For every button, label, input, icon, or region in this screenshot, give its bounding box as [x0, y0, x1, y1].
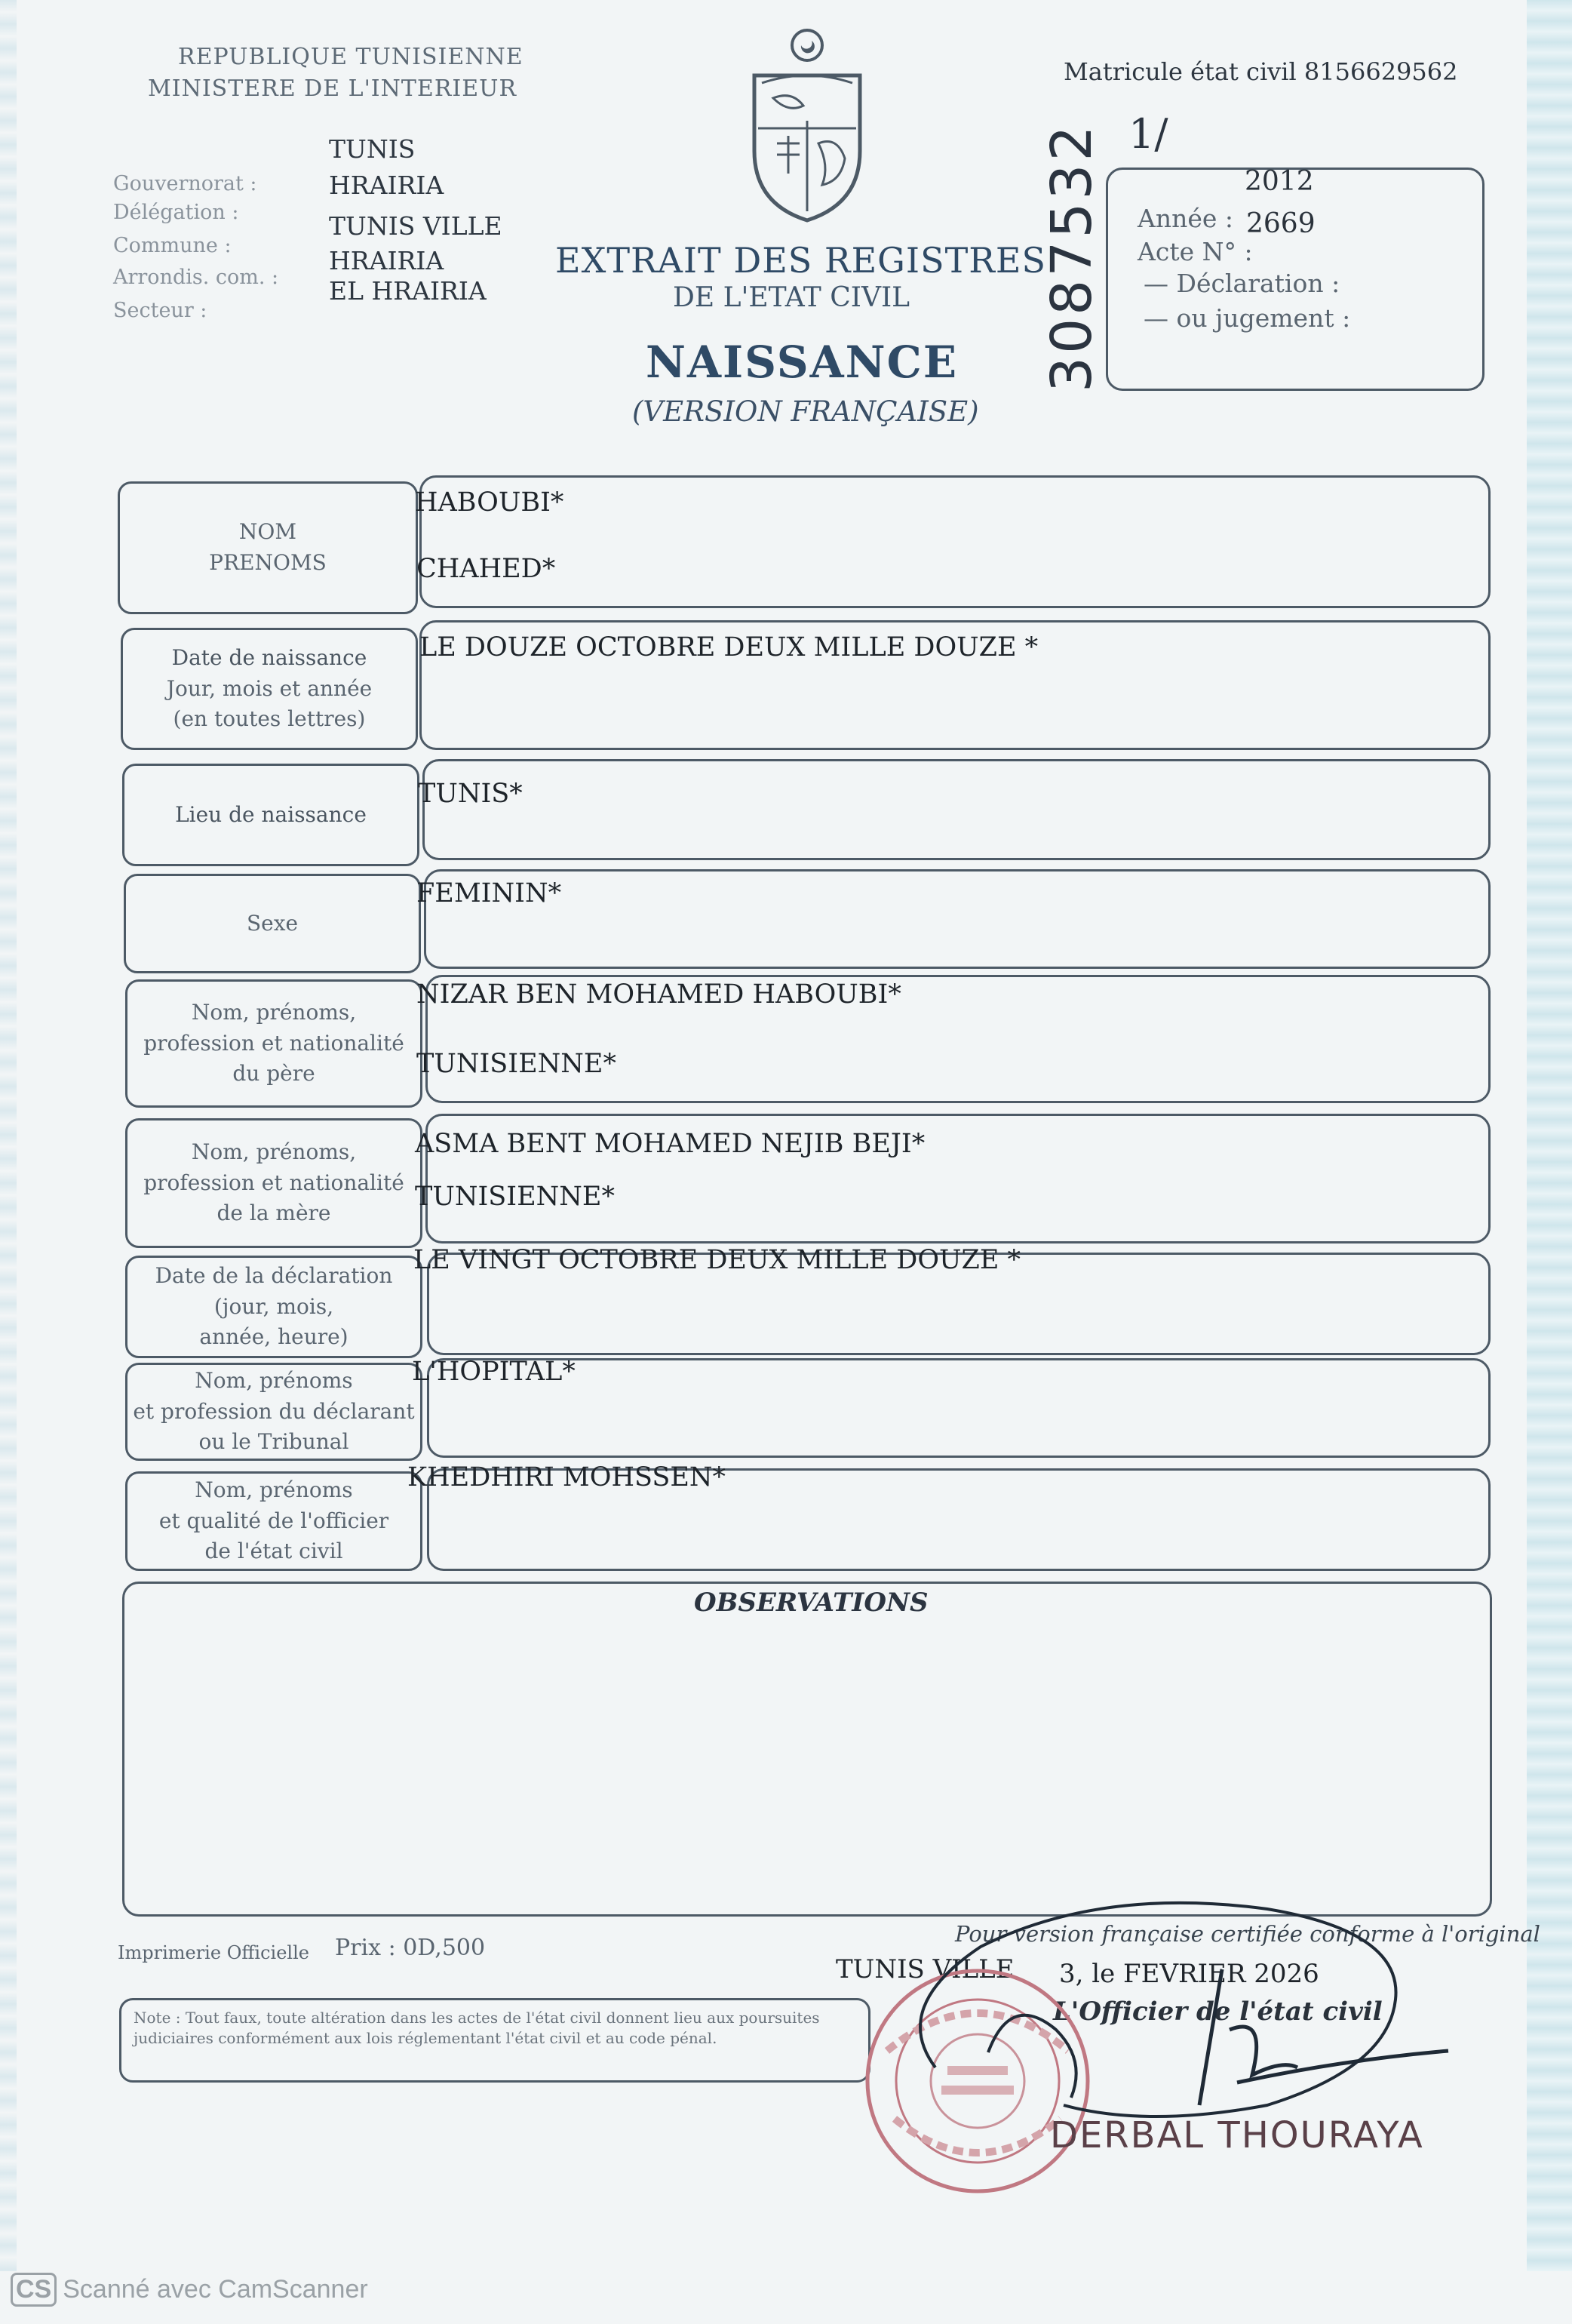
label-date-naissance: Date de naissance Jour, mois et année (en toutes lettres)	[121, 628, 418, 750]
value-date-naissance: LE DOUZE OCTOBRE DEUX MILLE DOUZE *	[419, 632, 1039, 662]
officer-title: L'Officier de l'état civil	[1053, 1997, 1383, 2027]
handwritten-mark: 1/	[1128, 110, 1168, 158]
matricule: Matricule état civil 8156629562	[1064, 57, 1458, 86]
value-lieu-naissance: TUNIS*	[418, 779, 523, 809]
label-delegation: Délégation :	[113, 201, 239, 224]
signature-icon	[875, 1879, 1478, 2128]
jugement-label: — ou jugement :	[1144, 303, 1351, 333]
republic-heading: REPUBLIQUE TUNISIENNE	[178, 44, 523, 70]
label-declarant: Nom, prénoms et profession du déclarant ou le Tribunal	[125, 1363, 422, 1461]
imprimerie-label: Imprimerie Officielle	[118, 1942, 309, 1963]
value-pere-nationalite: TUNISIENNE*	[416, 1049, 616, 1079]
coat-of-arms-icon	[732, 23, 883, 226]
label-gouvernorat: Gouvernorat :	[113, 172, 257, 195]
certification-text: Pour version française certifiée conforme à l'original	[955, 1921, 1540, 1947]
label-date-declaration: Date de la déclaration (jour, mois, année, heure)	[125, 1256, 422, 1358]
prix-label: Prix : 0D,500	[335, 1935, 486, 1961]
security-border-left	[0, 0, 17, 2271]
serial-number: 3087532	[1039, 122, 1104, 392]
value-sexe: FEMININ*	[416, 878, 562, 908]
ministry-heading: MINISTERE DE L'INTERIEUR	[148, 75, 517, 102]
value-commune: TUNIS VILLE	[329, 211, 502, 241]
signatory-name: DERBAL THOURAYA	[1050, 2114, 1424, 2156]
issue-date: 3, le FEVRIER 2026	[1059, 1959, 1319, 1989]
label-nom-prenoms: NOM PRENOMS	[118, 481, 418, 614]
issue-place: TUNIS VILLE	[836, 1954, 1015, 1984]
act-type: NAISSANCE	[646, 337, 959, 388]
value-mere-nom: ASMA BENT MOHAMED NEJIB BEJI*	[415, 1129, 926, 1159]
label-lieu-naissance: Lieu de naissance	[122, 764, 419, 866]
value-arrondissement: HRAIRIA	[329, 246, 444, 275]
version-label: (VERSION FRANÇAISE)	[632, 395, 979, 428]
annee-label: Année :	[1138, 204, 1234, 233]
box-declarant	[427, 1358, 1491, 1458]
document-title: EXTRAIT DES REGISTRES	[555, 240, 1046, 281]
acte-number: 2669	[1246, 208, 1316, 239]
label-officier: Nom, prénoms et qualité de l'officier de l'état civil	[125, 1471, 422, 1571]
value-prenoms: CHAHED*	[416, 554, 556, 584]
label-mere: Nom, prénoms, profession et nationalité de la mère	[125, 1118, 422, 1248]
document-subtitle: DE L'ETAT CIVIL	[673, 282, 910, 313]
acte-year: 2012	[1245, 166, 1314, 197]
observations-title: OBSERVATIONS	[694, 1588, 929, 1618]
legal-note: Note : Tout faux, toute altération dans les actes de l'état civil donnent lieu aux poursuites judiciaires conformément aux lois réglementant l'état civil et au code pénal.	[119, 1998, 870, 2083]
value-pere-nom: NIZAR BEN MOHAMED HABOUBI*	[416, 979, 901, 1010]
value-declarant: L'HOPITAL*	[412, 1357, 576, 1387]
camscanner-watermark	[11, 2273, 368, 2307]
label-secteur: Secteur :	[113, 299, 207, 322]
value-secteur: EL HRAIRIA	[329, 276, 487, 306]
value-mere-nationalite: TUNISIENNE*	[415, 1182, 615, 1212]
label-commune: Commune :	[113, 234, 232, 257]
value-delegation: HRAIRIA	[329, 171, 444, 200]
value-officier: KHEDHIRI MOHSSEN*	[407, 1462, 726, 1492]
camscanner-text: Scanné avec CamScanner	[63, 2275, 368, 2304]
label-sexe: Sexe	[124, 874, 421, 973]
box-sexe	[424, 869, 1491, 969]
box-lieu-naissance	[422, 759, 1491, 860]
declaration-label: — Déclaration :	[1144, 269, 1340, 298]
box-nom-prenoms	[419, 475, 1491, 608]
acte-label: Acte N° :	[1138, 237, 1253, 266]
observations-box	[122, 1582, 1492, 1917]
label-arrondissement: Arrondis. com. :	[113, 266, 279, 289]
value-date-declaration: LE VINGT OCTOBRE DEUX MILLE DOUZE *	[413, 1245, 1021, 1275]
value-gouvernorat: TUNIS	[329, 134, 416, 164]
camscanner-logo-icon: CS	[11, 2273, 57, 2307]
label-pere: Nom, prénoms, profession et nationalité du père	[125, 979, 422, 1108]
value-nom: HABOUBI*	[415, 487, 564, 518]
